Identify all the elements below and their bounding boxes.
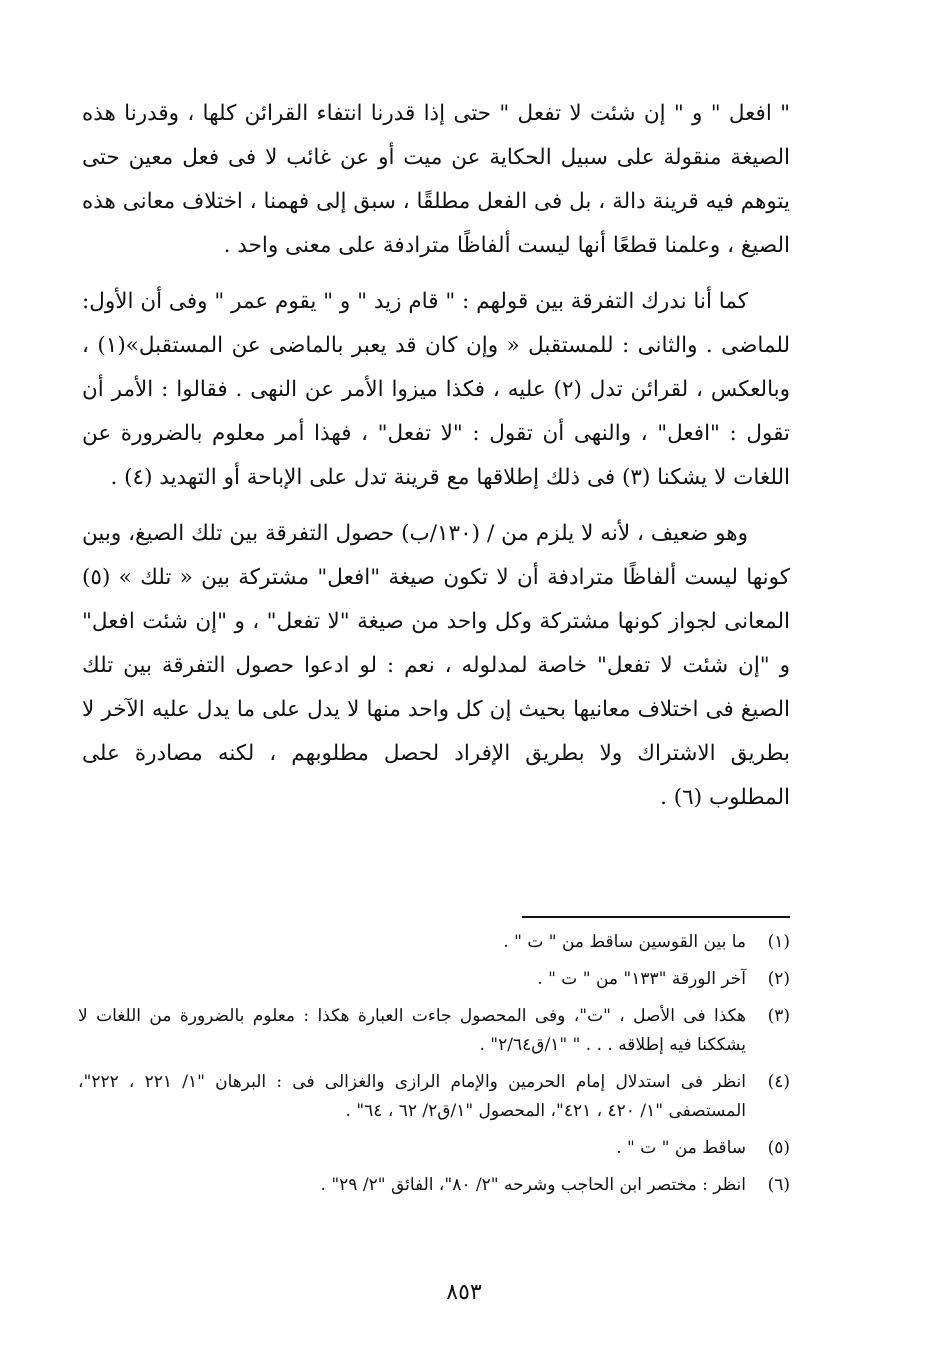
paragraph-2: كما أنا ندرك التفرقة بين قولهم : " قام زيد " و " يقوم عمر " وفى أن الأول: للماضى . والثانى : للمستقبل « وإن كان قد يعبر بالماضى عن المستقبل»(١) ، وبالعكس ، لقرائن تدل (٢) عليه ، فكذا ميزوا الأمر عن النهى . فقالوا : الأمر أن تقول : "افعل" ، والنهى أن تقول : "لا تفعل" ، فهذا أمر معلوم بالضرورة عن اللغات لا يشكنا (٣) فى ذلك إطلاقها مع قرينة تدل على الإباحة أو التهديد (٤) .: [82, 289, 790, 490]
footnote-number: (٢): [767, 969, 790, 989]
footnote-text: هكذا فى الأصل ، "ت"، وفى المحصول جاءت العبارة هكذا : معلوم بالضرورة من اللغات لا يشككنا فيه إطلاقه . . . " "١/ق٢/٦٤" .: [78, 1006, 746, 1055]
footnote: [78, 1002, 790, 1060]
footnote-text: انظر فى استدلال إمام الحرمين والإمام الرازى والغزالى فى : البرهان "١/ ٢٢١ ، ٢٢٢"، المستصفى "١/ ٤٢٠ ، ٤٢١"، المحصول "١/ق٢/ ٦٢ ، ٦٤" .: [78, 1072, 746, 1121]
main-text: [82, 92, 790, 832]
footnote: [78, 1134, 790, 1163]
footnote-text: ما بين القوسين ساقط من " ت " .: [503, 932, 746, 952]
page-number: ٨٥٣: [446, 1280, 482, 1305]
footnote-text: آخر الورقة "١٣٣" من " ت " .: [537, 969, 746, 989]
paragraph-1: " افعل " و " إن شئت لا تفعل " حتى إذا قدرنا انتفاء القرائن كلها ، وقدرنا هذه الصيغة منقولة على سبيل الحكاية عن ميت أو عن غائب لا فى فعل معين حتى يتوهم فيه قرينة دالة ، بل فى الفعل مطلقًا ، سبق إلى فهمنا ، اختلاف معانى هذه الصيغ ، وعلمنا قطعًا أنها ليست ألفاظًا مترادفة على معنى واحد .: [82, 101, 790, 258]
footnote-number: (١): [767, 932, 790, 952]
footnote-text: انظر : مختصر ابن الحاجب وشرحه "٢/ ٨٠"، الفائق "٢/ ٢٩" .: [320, 1175, 746, 1195]
footnote: [78, 965, 790, 994]
footnote-number: (٥): [767, 1138, 790, 1158]
footnote-number: (٣): [767, 1006, 790, 1026]
footnote-separator: [522, 916, 790, 918]
footnote-number: (٦): [767, 1175, 790, 1195]
footnote: [78, 1068, 790, 1126]
footnote-number: (٤): [767, 1072, 790, 1092]
footnotes: [78, 928, 790, 1208]
footnote: [78, 928, 790, 957]
footnote-text: ساقط من " ت " .: [616, 1138, 746, 1158]
footnote: [78, 1171, 790, 1200]
paragraph-3: وهو ضعيف ، لأنه لا يلزم من / (١٣٠/ب) حصول التفرقة بين تلك الصيغ، وبين كونها ليست ألفاظًا مترادفة أن لا تكون صيغة "افعل" مشتركة بين « تلك » (٥) المعانى لجواز كونها مشتركة وكل واحد من صيغة "لا تفعل" ، و "إن شئت افعل" و "إن شئت لا تفعل" خاصة لمدلوله ، نعم : لو ادعوا حصول التفرقة بين تلك الصيغ فى اختلاف معانيها بحيث إن كل واحد منها لا يدل على ما يدل عليه الآخر لا بطريق الاشتراك ولا بطريق الإفراد لحصل مطلوبهم ، لكنه مصادرة على المطلوب (٦) .: [82, 521, 790, 810]
